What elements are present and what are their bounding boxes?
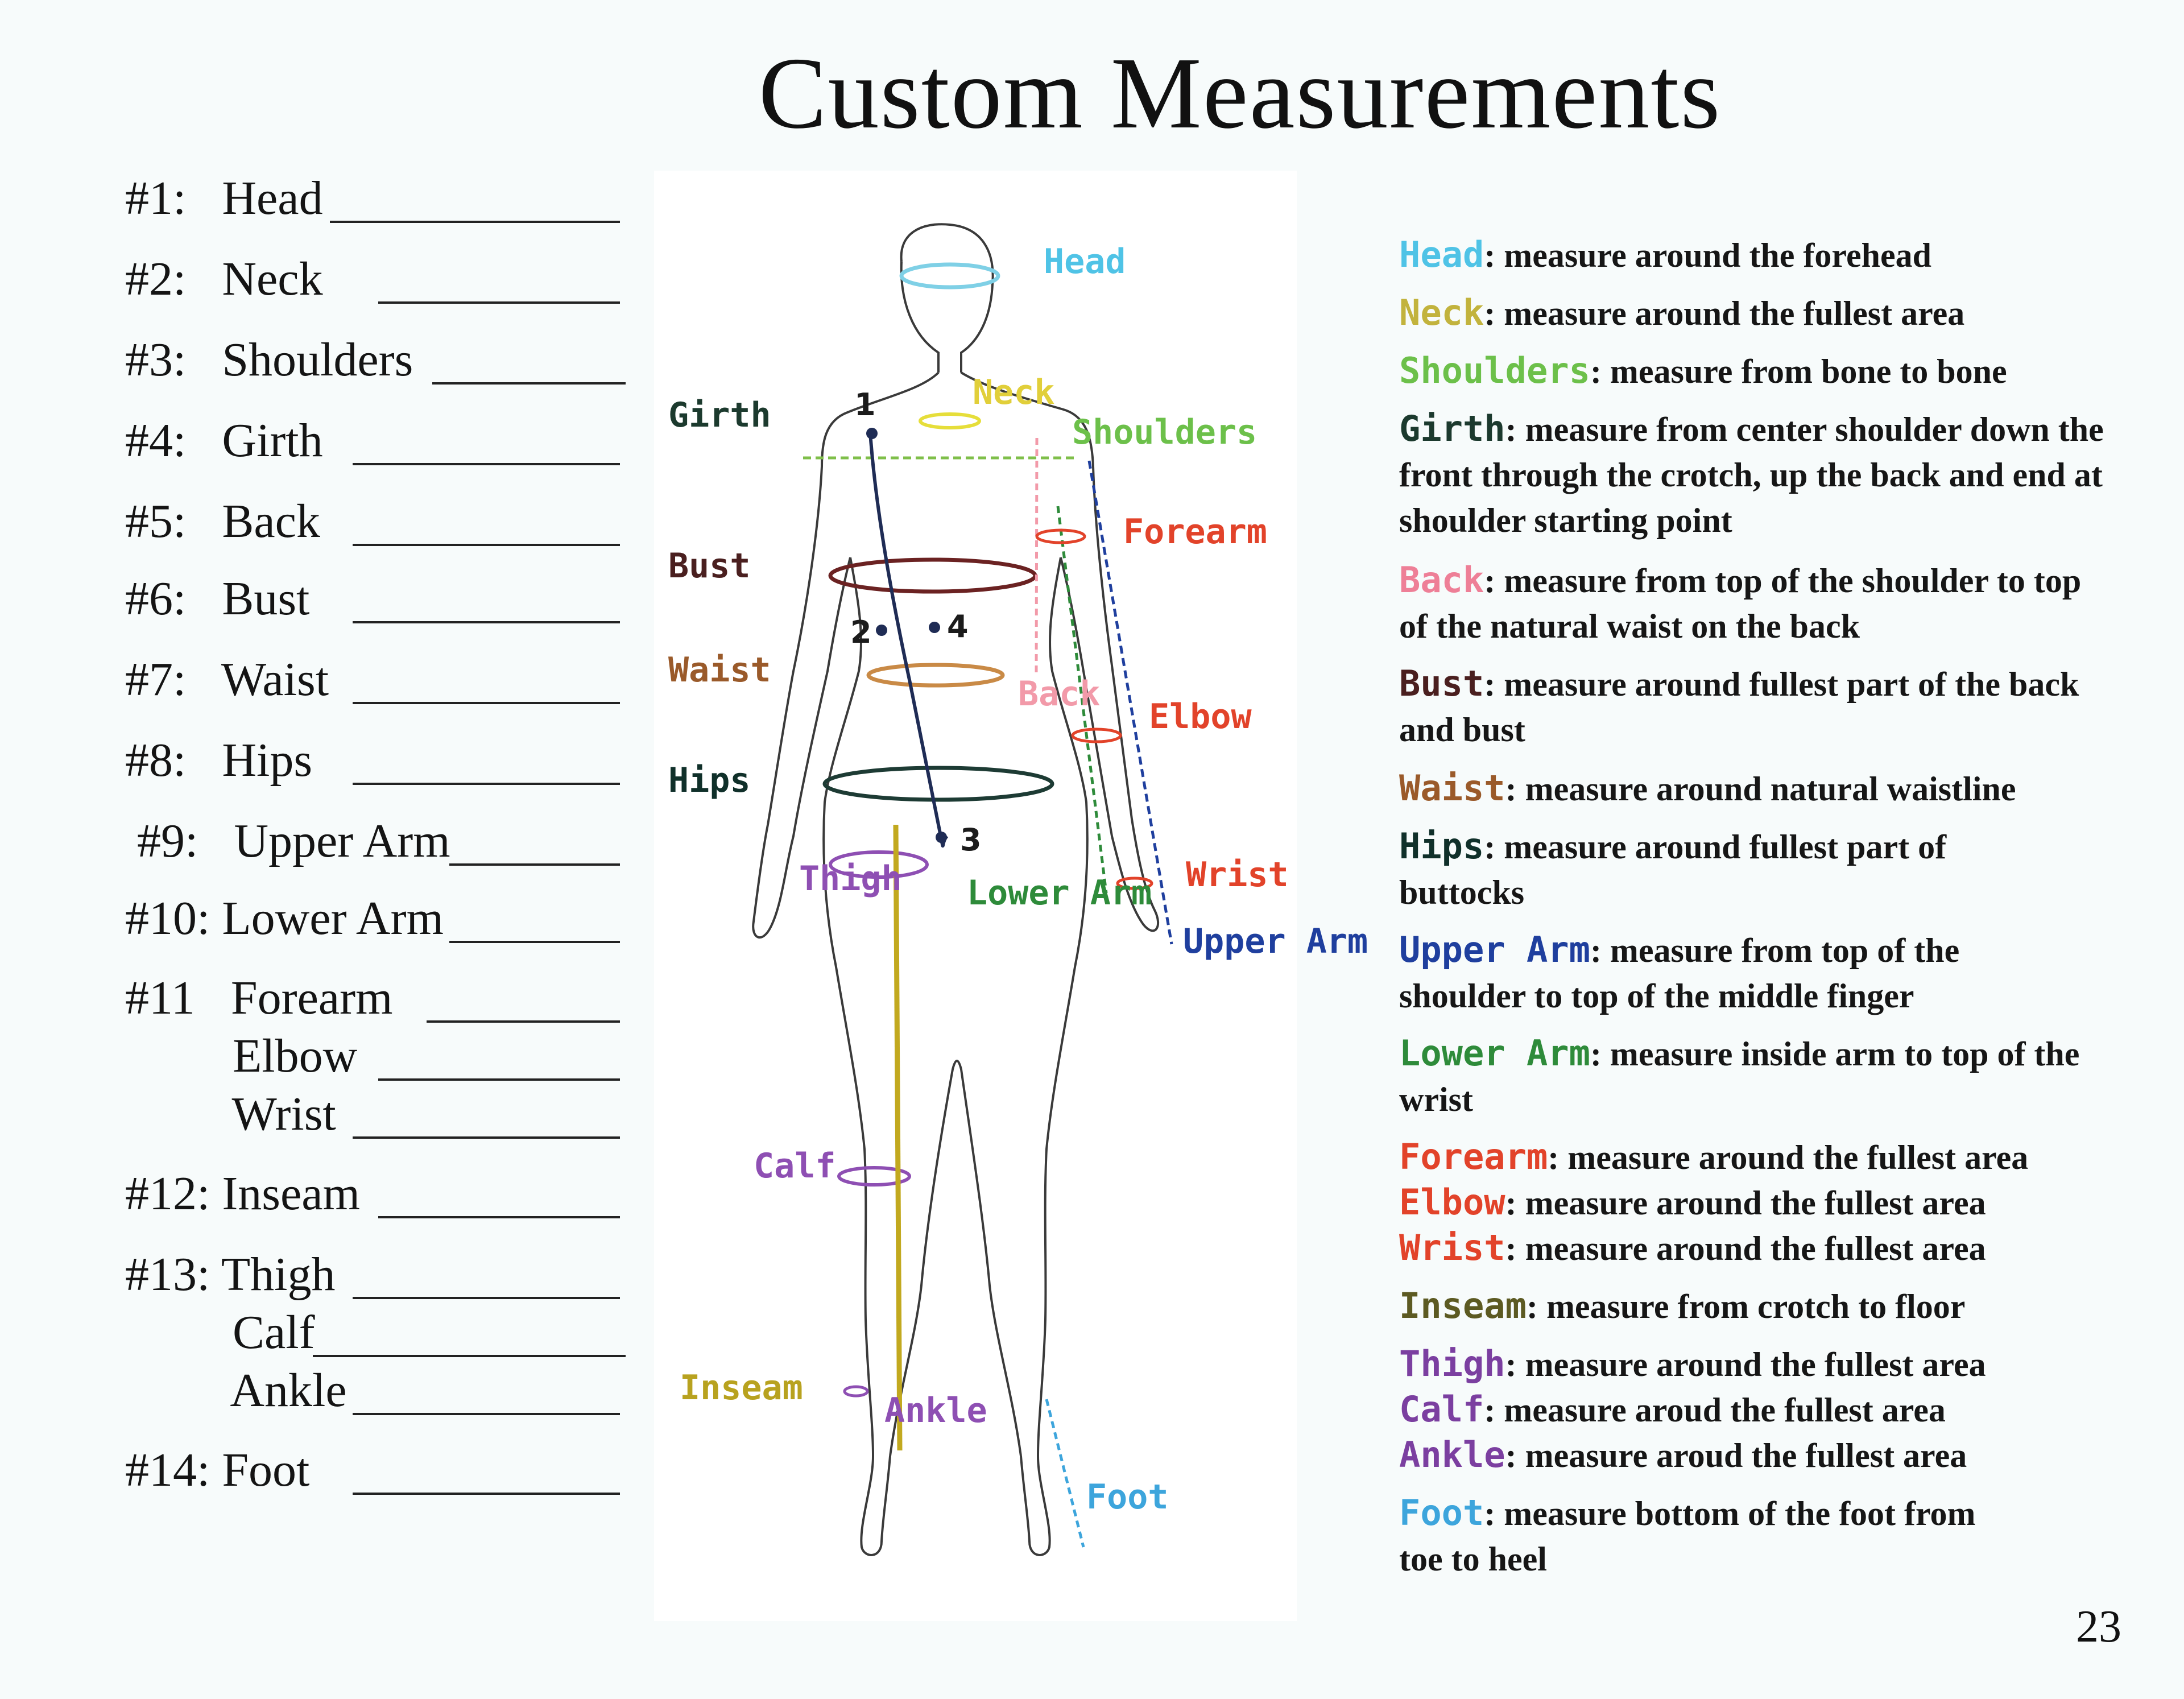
back-measure-line <box>1036 438 1037 677</box>
legend-upper-arm <box>1399 927 2082 1019</box>
legend-shoulders <box>1399 348 2138 394</box>
legend-key: Thigh <box>1399 1343 1505 1384</box>
inseam-measure-line <box>896 825 900 1450</box>
hips-label: Hips <box>668 760 751 800</box>
blank-line[interactable] <box>353 783 620 785</box>
legend-key: Shoulders <box>1399 350 1590 391</box>
legend-text: : measure around the fullest area <box>1505 1230 1986 1267</box>
thigh-label: Thigh <box>799 859 902 899</box>
blank-line[interactable] <box>449 941 620 943</box>
legend-key: Forearm <box>1399 1136 1548 1177</box>
waist-left <box>824 557 890 1555</box>
head-outline <box>901 224 993 373</box>
legend-key: Lower Arm <box>1399 1032 1590 1074</box>
legend-girth <box>1399 406 2110 543</box>
head-label: Head <box>1044 242 1126 282</box>
legend-text: : measure around the fullest area <box>1505 1184 1986 1222</box>
upper-arm-label: Upper Arm <box>1183 921 1368 961</box>
blank-line[interactable] <box>353 1493 620 1495</box>
inseam-label: Inseam <box>680 1368 803 1408</box>
legend-forearm <box>1399 1134 2138 1180</box>
form-label: #8: Hips <box>125 734 313 787</box>
legend-text: : measure aroud the fullest area <box>1505 1437 1967 1474</box>
form-label: Wrist <box>125 1088 336 1140</box>
form-line-ankle[interactable] <box>125 1363 626 1425</box>
form-label: #9: Upper Arm <box>125 815 450 867</box>
blank-line[interactable] <box>432 382 626 385</box>
legend-wrist <box>1399 1225 2138 1271</box>
legend-key: Back <box>1399 559 1484 601</box>
legend-text: : measure inside arm to top of the wrist <box>1399 1035 2080 1118</box>
shoulders-label: Shoulders <box>1072 412 1258 452</box>
form-line-girth[interactable] <box>125 413 626 476</box>
form-label: #4: Girth <box>125 414 323 467</box>
legend-key: Head <box>1399 234 1484 275</box>
form-label: #12: Inseam <box>125 1167 360 1220</box>
blank-line[interactable] <box>378 301 620 304</box>
form-line-inseam[interactable] <box>125 1166 626 1229</box>
page-number: 23 <box>2076 1602 2121 1652</box>
form-line-neck[interactable] <box>125 251 626 314</box>
form-label: #7: Waist <box>125 653 329 706</box>
legend-key: Upper Arm <box>1399 929 1590 970</box>
blank-line[interactable] <box>427 1020 620 1023</box>
body-diagram-panel <box>654 171 1368 1621</box>
bust-label: Bust <box>668 546 751 586</box>
torso-right <box>961 373 1158 931</box>
wrist-label: Wrist <box>1186 855 1289 895</box>
form-line-back[interactable] <box>125 494 626 556</box>
legend-key: Wrist <box>1399 1227 1505 1268</box>
page-title: Custom Measurements <box>758 36 1722 150</box>
legend-bust <box>1399 661 2082 753</box>
form-label: #3: Shoulders <box>125 333 413 386</box>
legend-text: : measure from crotch to floor <box>1526 1288 1966 1325</box>
legend-key: Waist <box>1399 767 1505 809</box>
elbow-measure-line <box>1073 729 1120 742</box>
body-diagram <box>654 171 1368 1621</box>
form-label: Elbow <box>125 1030 358 1082</box>
point-4-marker <box>929 622 940 633</box>
form-line-thigh[interactable] <box>125 1247 626 1309</box>
head-measure-line <box>901 264 998 287</box>
legend-text: : measure around the forehead <box>1484 237 1931 274</box>
legend-text: : measure around natural waistline <box>1505 770 2016 808</box>
blank-line[interactable] <box>353 702 620 704</box>
legend-lower-arm <box>1399 1031 2082 1122</box>
legend-key: Elbow <box>1399 1181 1505 1223</box>
legend-calf <box>1399 1387 2138 1433</box>
form-label: #6: Bust <box>125 572 310 625</box>
legend-text: : measure aroud the fullest area <box>1484 1391 1946 1429</box>
legend-key: Foot <box>1399 1492 1484 1533</box>
blank-line[interactable] <box>313 1355 626 1357</box>
hips-measure-line <box>825 768 1052 800</box>
bust-measure-line <box>830 560 1035 592</box>
legend-text: : measure around the fullest area <box>1484 295 1965 332</box>
point-3-marker <box>936 832 947 843</box>
blank-line[interactable] <box>353 1136 620 1139</box>
blank-line[interactable] <box>353 463 620 465</box>
point-2-marker <box>876 625 887 636</box>
blank-line[interactable] <box>330 221 620 223</box>
point-3-label: 3 <box>960 822 982 858</box>
forearm-label: Forearm <box>1123 512 1267 552</box>
waist-measure-line <box>868 665 1003 685</box>
legend-key: Girth <box>1399 408 1505 449</box>
legend-thigh <box>1399 1341 2138 1387</box>
legend-text: : measure from top of the shoulder to top of the natural waist on the back <box>1399 562 2082 645</box>
legend-ankle <box>1399 1432 2138 1478</box>
form-line-foot[interactable] <box>125 1442 626 1505</box>
form-line-forearm[interactable] <box>125 970 626 1033</box>
foot-label: Foot <box>1086 1477 1169 1517</box>
girth-label: Girth <box>668 395 771 435</box>
legend-head <box>1399 232 2138 278</box>
blank-line[interactable] <box>378 1216 620 1218</box>
legend-text: : measure around fullest part of buttocks <box>1399 828 1947 911</box>
legend-elbow <box>1399 1180 2138 1226</box>
legend-hips <box>1399 824 2053 915</box>
legend-text: : measure bottom of the foot from toe to heel <box>1399 1495 1976 1578</box>
legend-text: : measure from top of the shoulder to top of the middle finger <box>1399 932 1960 1015</box>
form-label: Calf <box>125 1306 315 1359</box>
form-line-head[interactable] <box>125 171 626 233</box>
form-line-hips[interactable] <box>125 733 626 795</box>
back-label: Back <box>1018 674 1101 714</box>
form-line-waist[interactable] <box>125 652 626 714</box>
form-line-elbow[interactable] <box>125 1028 626 1091</box>
blank-line[interactable] <box>353 544 620 546</box>
form-line-calf[interactable] <box>125 1305 626 1367</box>
blank-line[interactable] <box>378 1078 620 1081</box>
form-label: #2: Neck <box>125 253 323 305</box>
waist-label: Waist <box>668 650 771 690</box>
legend-text: : measure around the fullest area <box>1505 1346 1986 1383</box>
form-label: #13: Thigh <box>125 1248 336 1301</box>
blank-line[interactable] <box>353 621 620 623</box>
legend-text: : measure from bone to bone <box>1590 353 2007 390</box>
neck-label: Neck <box>973 373 1055 412</box>
point-1-marker <box>866 428 878 439</box>
legend-key: Inseam <box>1399 1285 1527 1326</box>
form-line-bust[interactable] <box>125 571 626 634</box>
calf-label: Calf <box>754 1146 836 1186</box>
legend-neck <box>1399 290 2138 336</box>
legend-text: : measure around the fullest area <box>1548 1139 2029 1176</box>
legend-key: Calf <box>1399 1388 1484 1430</box>
blank-line[interactable] <box>353 1413 620 1415</box>
legend-key: Neck <box>1399 292 1484 333</box>
blank-line[interactable] <box>449 863 620 866</box>
legend-text: : measure around fullest part of the back and bust <box>1399 665 2079 749</box>
form-label: #11 Forearm <box>125 972 393 1024</box>
form-label: Ankle <box>125 1364 347 1417</box>
form-line-shoulders[interactable] <box>125 332 626 395</box>
ankle-measure-line <box>845 1387 867 1396</box>
point-2-label: 2 <box>850 614 872 650</box>
form-label: #1: Head <box>125 172 323 225</box>
neck-measure-line <box>920 414 979 428</box>
legend-key: Bust <box>1399 663 1484 704</box>
legend-inseam <box>1399 1283 2138 1329</box>
foot-measure-line <box>1046 1399 1083 1547</box>
point-1-label: 1 <box>854 387 876 423</box>
legend-key: Hips <box>1399 825 1484 867</box>
legend-back <box>1399 557 2082 649</box>
form-line-upper-arm[interactable] <box>125 813 626 876</box>
point-4-label: 4 <box>947 609 969 644</box>
form-line-wrist[interactable] <box>125 1086 626 1149</box>
lower-arm-label: Lower Arm <box>967 873 1152 913</box>
blank-line[interactable] <box>353 1297 620 1299</box>
form-line-lower-arm[interactable] <box>125 891 626 953</box>
girth-measure-line <box>870 432 947 846</box>
legend-waist <box>1399 766 2138 812</box>
form-label: #14: Foot <box>125 1444 310 1497</box>
elbow-label: Elbow <box>1149 697 1252 737</box>
ankle-label: Ankle <box>884 1391 987 1431</box>
legend-key: Ankle <box>1399 1434 1505 1475</box>
legend-text: : measure from center shoulder down the front through the crotch, up the back and end at shoulder starting point <box>1399 411 2104 539</box>
form-label: #10: Lower Arm <box>125 892 444 945</box>
form-label: #5: Back <box>125 495 320 548</box>
legend-foot <box>1399 1490 1996 1582</box>
